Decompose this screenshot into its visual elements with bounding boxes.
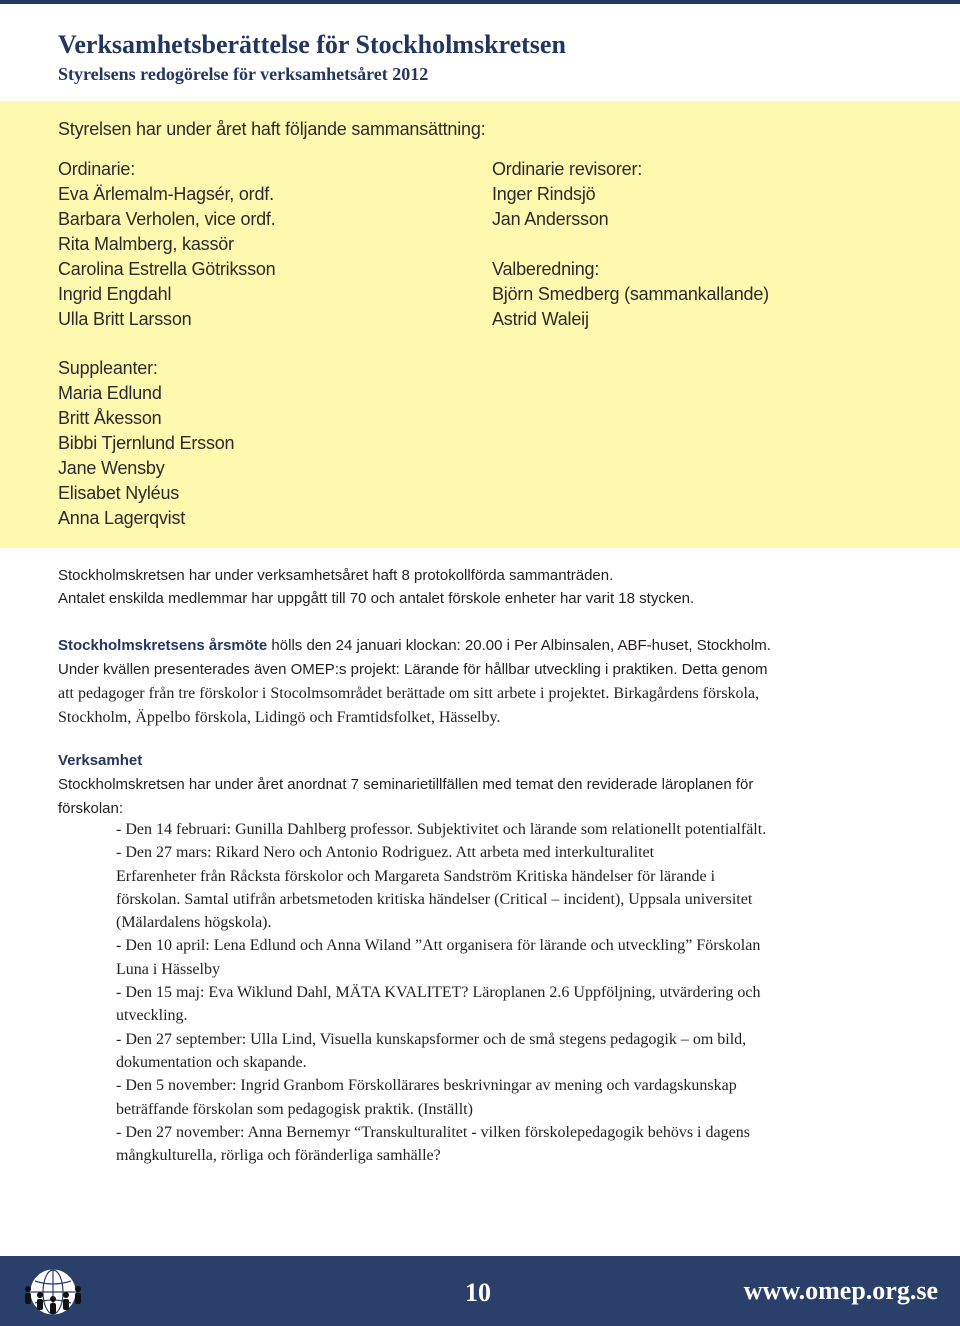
nomination-heading: Valberedning: (492, 259, 600, 279)
annual-meeting-line: Stockholm, Äppelbo förskola, Lidingö och Framtidsfolket, Hässelby. (58, 709, 501, 726)
list-item: - Den 27 november: Anna Bernemyr “Transkulturalitet - vilken förskolepedagogik behövs i dagens (116, 1123, 750, 1141)
list-item: förskolan. Samtal utifrån arbetsmetoden kritiska händelser (Critical – incident), Uppsala universitet (116, 890, 753, 908)
list-item: Erfarenheter från Råcksta förskolor och Margareta Sandström Kritiska händelser för lärande i (116, 867, 716, 885)
list-item: - Den 5 november: Ingrid Granbom Förskollärares beskrivningar av mening och vardagskunskap (116, 1077, 737, 1095)
annual-meeting-line: att pedagoger från tre förskolor i Stocolmsområdet berättade om sitt arbete i projektet. Birkagårdens förskola, (58, 685, 760, 702)
page-footer (0, 1256, 960, 1326)
list-item: - Den 10 april: Lena Edlund och Anna Wiland ”Att organisera för lärande och utveckling” Förskolan (116, 937, 761, 955)
page-title: Verksamhetsberättelse för Stockholmskretsen (58, 30, 566, 59)
list-item: Björn Smedberg (sammankallande) (492, 284, 769, 304)
meetings-line: Stockholmskretsen har under verksamhetsåret haft 8 protokollförda sammanträden. (58, 567, 614, 584)
top-rule (0, 0, 960, 4)
list-item: Elisabet Nyléus (58, 483, 180, 503)
page-subtitle: Styrelsens redogörelse för verksamhetsåret 2012 (58, 64, 429, 84)
page-number: 10 (465, 1278, 491, 1307)
omep-globe-children-logo-icon (22, 1263, 84, 1321)
list-item: Rita Malmberg, kassör (58, 234, 234, 254)
board-intro: Styrelsen har under året haft följande sammansättning: (58, 119, 486, 139)
list-item: Inger Rindsjö (492, 184, 596, 204)
list-item: Ingrid Engdahl (58, 284, 172, 304)
list-item: Jan Andersson (492, 209, 609, 229)
board-section (0, 101, 960, 548)
annual-meeting-paragraph (58, 634, 903, 730)
list-item: Barbara Verholen, vice ordf. (58, 209, 276, 229)
activities-heading: Verksamhet (58, 752, 143, 769)
activities-intro: Stockholmskretsen har under året anordnat 7 seminarietillfällen med temat den reviderade läroplanen för (58, 776, 754, 793)
list-item: Jane Wensby (58, 458, 165, 478)
seminar-list (116, 818, 916, 1167)
list-item: dokumentation och skapande. (116, 1053, 307, 1071)
list-item: Astrid Waleij (492, 309, 589, 329)
annual-meeting-text: hölls den 24 januari klockan: 20.00 i Per Albinsalen, ABF-huset, Stockholm. (267, 637, 771, 654)
website-link[interactable]: www.omep.org.se (743, 1276, 938, 1305)
list-item: (Mälardalens högskola). (116, 914, 272, 932)
list-item: utveckling. (116, 1007, 188, 1025)
list-item: beträffande förskolan som pedagogisk praktik. (Inställt) (116, 1100, 473, 1118)
activities-intro: förskolan: (58, 800, 124, 817)
list-item: Maria Edlund (58, 383, 162, 403)
board-ordinary-list (58, 157, 276, 332)
list-item: Eva Ärlemalm-Hagsér, ordf. (58, 184, 274, 204)
auditors-list (492, 157, 769, 332)
annual-meeting-line: Under kvällen presenterades även OMEP:s projekt: Lärande för hållbar utveckling i praktiken. Detta genom (58, 661, 768, 678)
list-item: - Den 15 maj: Eva Wiklund Dahl, MÄTA KVALITET? Läroplanen 2.6 Uppföljning, utvärdering och (116, 984, 761, 1002)
list-item: Anna Lagerqvist (58, 508, 186, 528)
deputies-list (58, 356, 234, 531)
list-item: - Den 27 mars: Rikard Nero och Antonio Rodriguez. Att arbeta med interkulturalitet (116, 844, 655, 862)
annual-meeting-lead: Stockholmskretsens årsmöte (58, 637, 268, 654)
list-item: Carolina Estrella Götriksson (58, 259, 276, 279)
list-item: Bibbi Tjernlund Ersson (58, 433, 235, 453)
board-ordinary-heading: Ordinarie: (58, 159, 136, 179)
meetings-line: Antalet enskilda medlemmar har uppgått till 70 och antalet förskole enheter har varit 18 stycken. (58, 590, 695, 607)
list-item: Britt Åkesson (58, 408, 162, 428)
deputies-heading: Suppleanter: (58, 358, 158, 378)
list-item: mångkulturella, rörliga och föränderliga samhälle? (116, 1147, 441, 1165)
activities-section (58, 749, 903, 821)
list-item: - Den 14 februari: Gunilla Dahlberg professor. Subjektivitet och lärande som relationellt potentialfält. (116, 821, 767, 838)
list-item: Luna i Hässelby (116, 960, 220, 978)
list-item: Ulla Britt Larsson (58, 309, 192, 329)
list-item: - Den 27 september: Ulla Lind, Visuella kunskapsformer och de små stegens pedagogik – om bild, (116, 1030, 747, 1048)
auditors-heading: Ordinarie revisorer: (492, 159, 643, 179)
meetings-paragraph (58, 564, 903, 610)
